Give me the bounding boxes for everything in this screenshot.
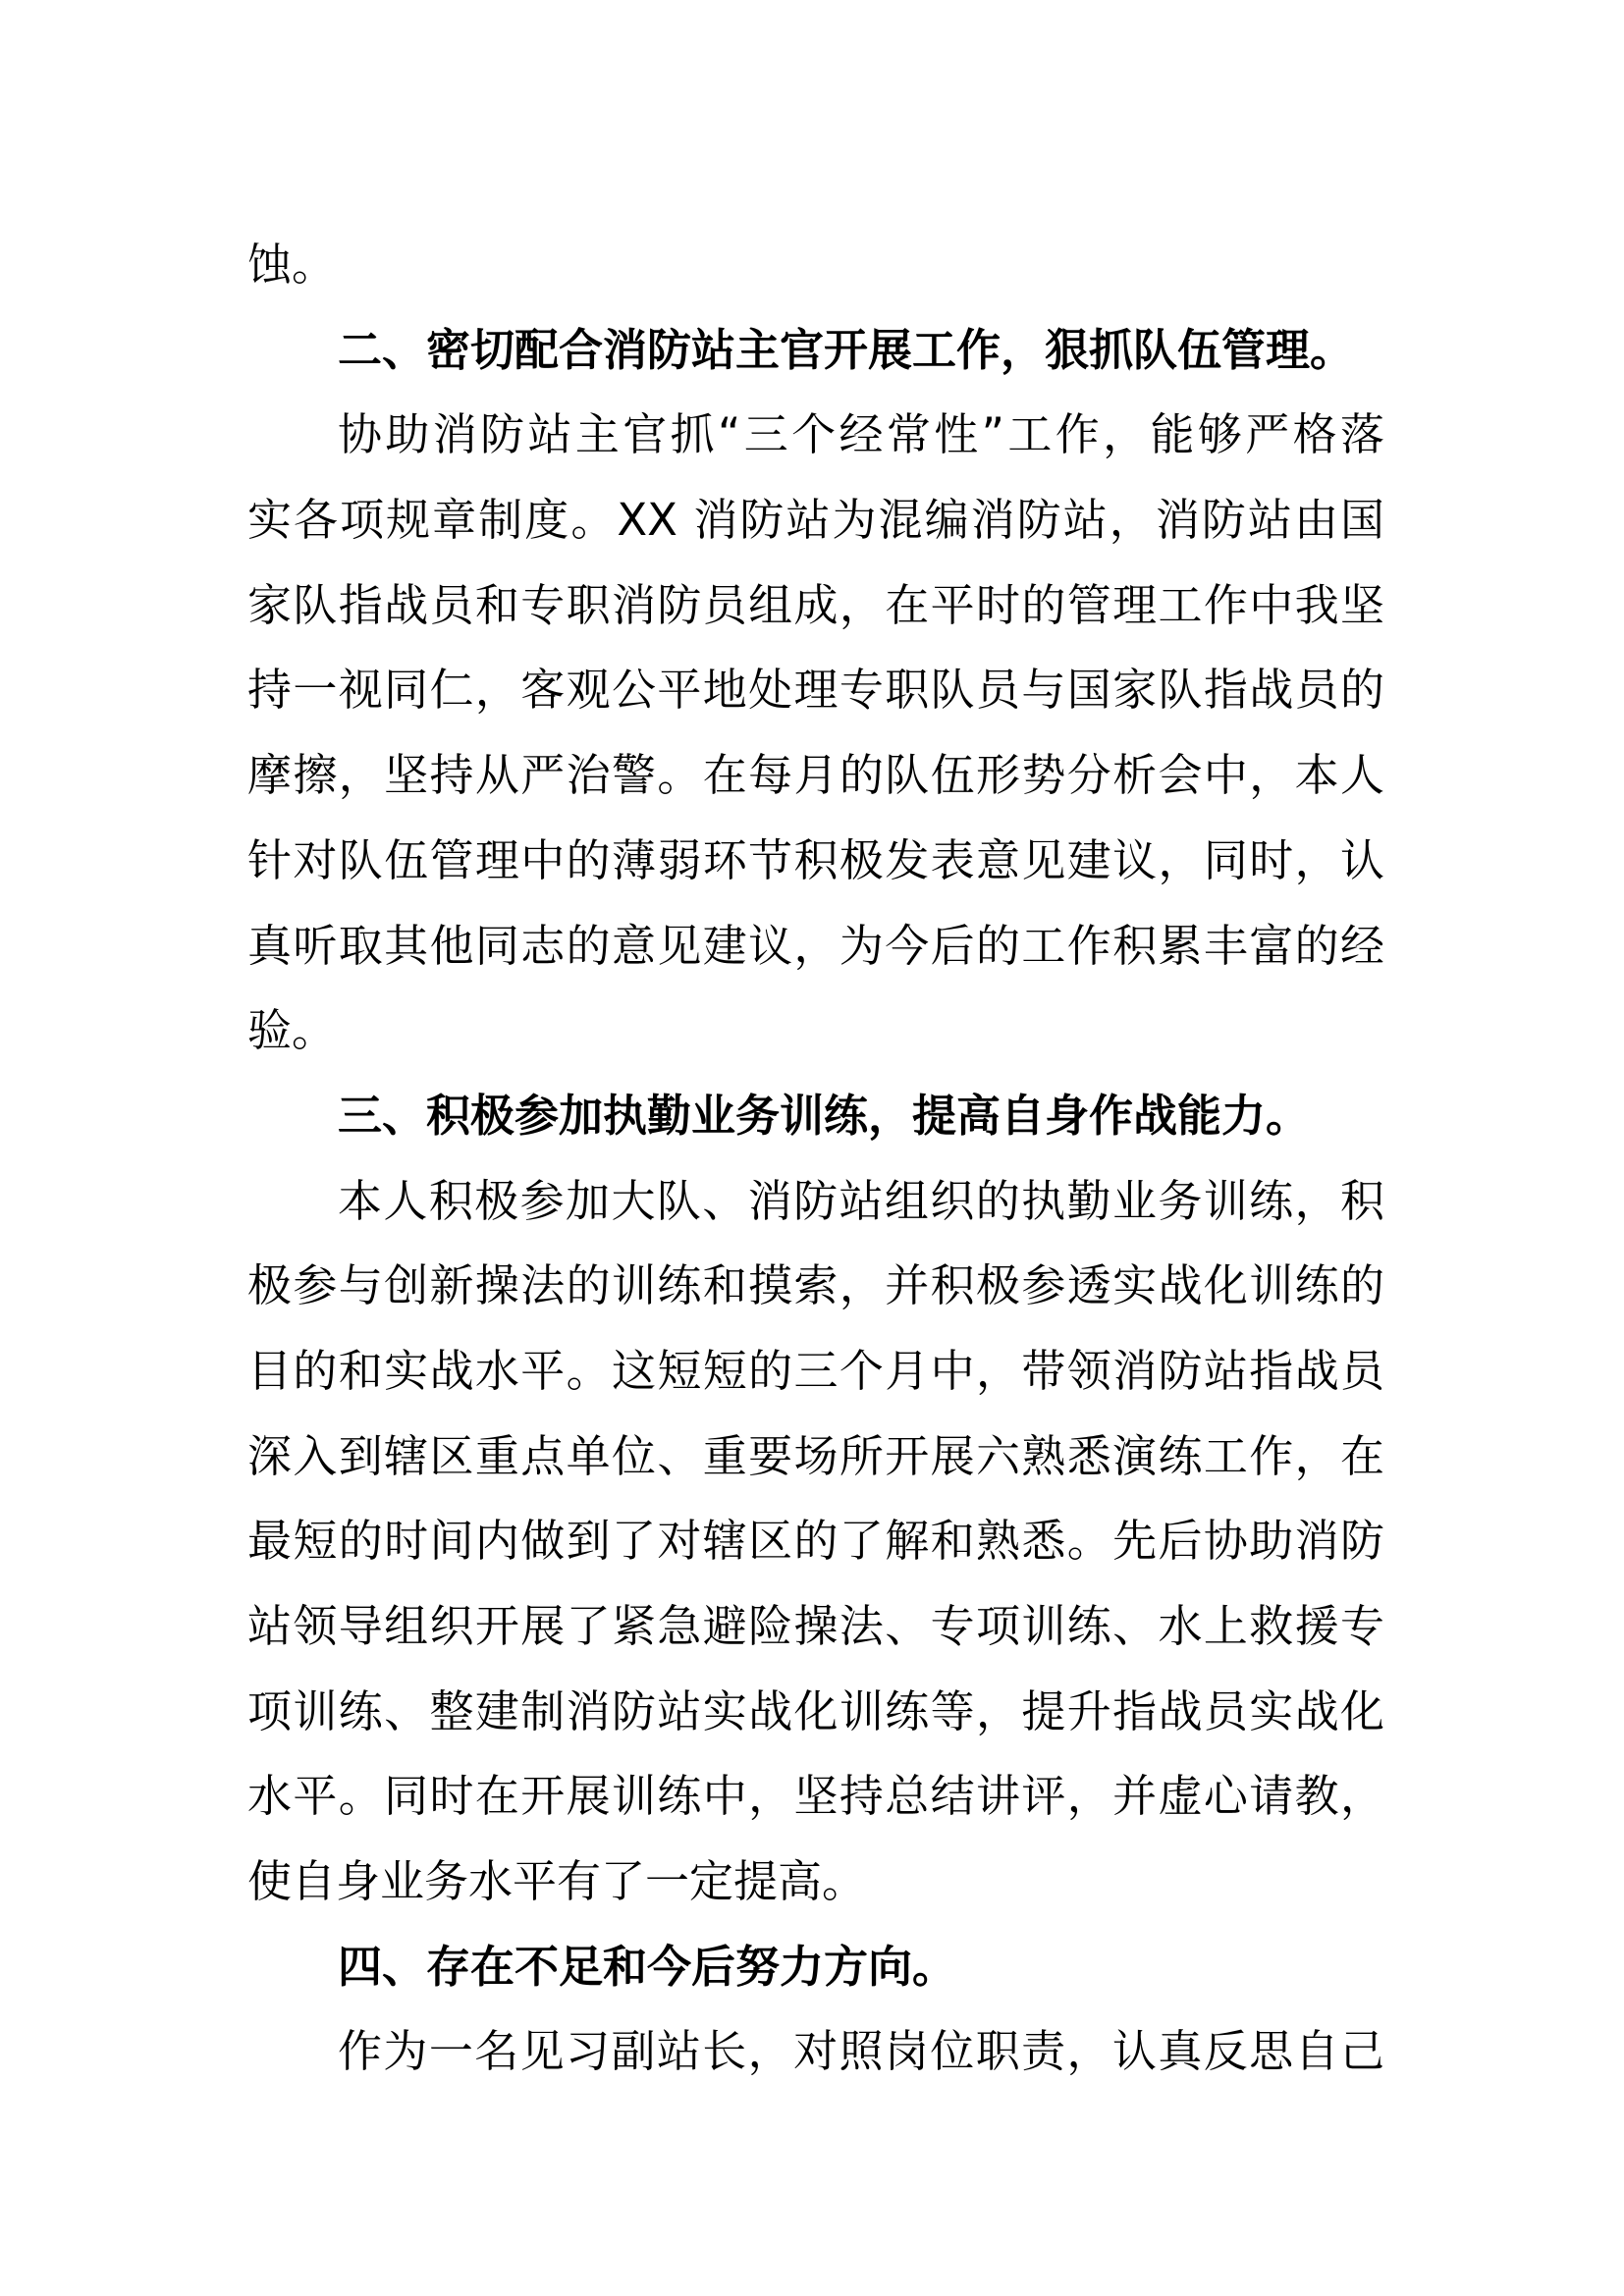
paragraph-line: 极参与创新操法的训练和摸索，并积极参透实战化训练的 — [247, 1259, 1384, 1312]
paragraph-line: 家队指战员和专职消防员组成，在平时的管理工作中我坚 — [247, 578, 1384, 631]
paragraph-line: 深入到辖区重点单位、重要场所开展六熟悉演练工作，在 — [247, 1429, 1384, 1482]
section-heading: 二、密切配合消防站主官开展工作，狠抓队伍管理。 — [338, 323, 1355, 376]
paragraph-line: 验。 — [247, 1004, 337, 1057]
section-heading: 四、存在不足和今后努力方向。 — [338, 1940, 957, 1993]
paragraph-line: 真听取其他同志的意见建议，为今后的工作积累丰富的经 — [247, 919, 1384, 972]
paragraph-line: 使自身业务水平有了一定提高。 — [247, 1855, 867, 1908]
paragraph-line: 针对队伍管理中的薄弱环节积极发表意见建议，同时，认 — [247, 833, 1384, 886]
paragraph-line: 项训练、整建制消防站实战化训练等，提升指战员实战化 — [247, 1684, 1384, 1737]
paragraph-line: 水平。同时在开展训练中，坚持总结讲评，并虚心请教， — [247, 1770, 1384, 1823]
paragraph-line: 最短的时间内做到了对辖区的了解和熟悉。先后协助消防 — [247, 1515, 1384, 1568]
paragraph-line: 作为一名见习副站长，对照岗位职责，认真反思自己 — [338, 2025, 1384, 2078]
paragraph-line: 本人积极参加大队、消防站组织的执勤业务训练，积 — [338, 1174, 1384, 1227]
paragraph-line: 持一视同仁，客观公平地处理专职队员与国家队指战员的 — [247, 664, 1384, 717]
paragraph-line: 摩擦，坚持从严治警。在每月的队伍形势分析会中，本人 — [247, 749, 1384, 802]
section-heading: 三、积极参加执勤业务训练，提高自身作战能力。 — [338, 1089, 1311, 1142]
paragraph-line: 站领导组织开展了紧急避险操法、专项训练、水上救援专 — [247, 1600, 1384, 1652]
paragraph-line: 蚀。 — [247, 239, 337, 291]
document-page — [247, 223, 1384, 2095]
paragraph-line: 目的和实战水平。这短短的三个月中，带领消防站指战员 — [247, 1344, 1384, 1397]
paragraph-line: 协助消防站主官抓“三个经常性”工作，能够严格落 — [338, 408, 1384, 461]
paragraph-line: 实各项规章制度。XX 消防站为混编消防站，消防站由国 — [247, 494, 1384, 547]
